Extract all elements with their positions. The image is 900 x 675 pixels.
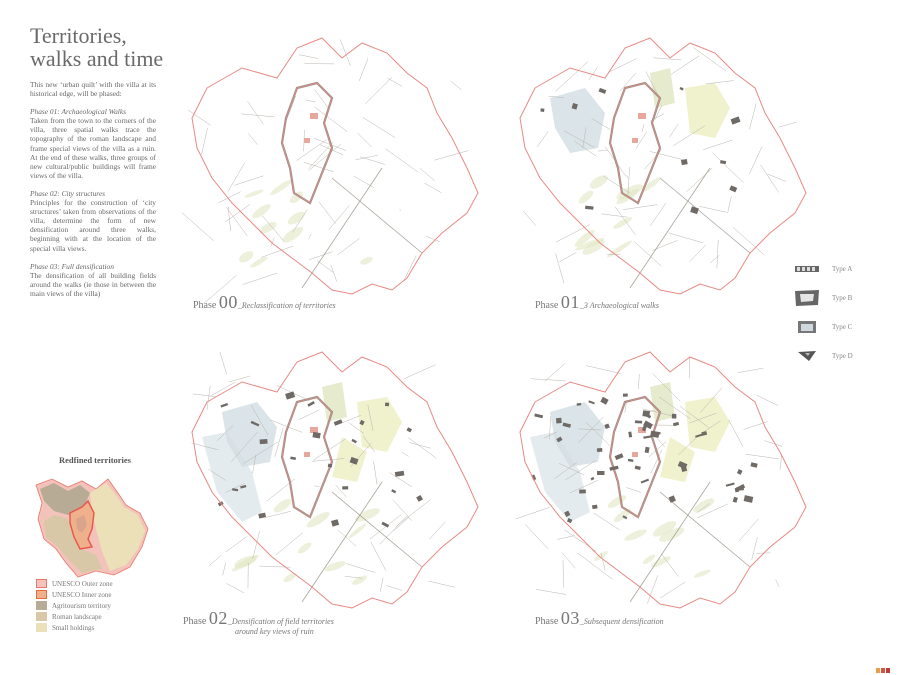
street-line — [329, 205, 350, 229]
new-building — [395, 471, 405, 477]
zone-label-outer: UNESCO Outer zone — [52, 579, 113, 588]
landscape-patch — [577, 188, 596, 205]
phase-03-number: 03 — [560, 608, 580, 628]
street-line — [749, 103, 756, 129]
landscape-patch — [282, 571, 298, 584]
zone-row-agritourism — [36, 600, 113, 611]
new-building — [731, 116, 741, 124]
street-line — [299, 55, 318, 59]
street-line — [305, 100, 315, 102]
new-building — [328, 464, 332, 468]
landscape-patch — [588, 172, 610, 191]
street-line — [408, 438, 436, 459]
new-building — [540, 108, 544, 112]
landscape-patch — [280, 224, 305, 245]
street-line — [700, 206, 727, 212]
phase-03-caption — [535, 608, 664, 629]
street-line — [525, 524, 548, 549]
street-line — [207, 386, 210, 410]
new-building — [290, 457, 296, 460]
street-line — [776, 580, 779, 587]
walk-zone-east — [357, 397, 402, 452]
phase-03-map — [510, 342, 810, 627]
phase-02-heading: Phase 02: City structures — [30, 188, 106, 198]
new-building — [635, 465, 641, 470]
street-line — [733, 227, 764, 255]
type-a-label: Type A — [832, 264, 853, 273]
street-line — [620, 73, 636, 91]
street-line — [690, 245, 706, 262]
street-line — [523, 211, 535, 226]
landscape-patch — [296, 541, 313, 556]
villa-ruin-marker — [310, 113, 318, 119]
street-line — [409, 442, 431, 448]
phase-00-number: 00 — [218, 292, 238, 312]
villa-ruin-marker — [638, 113, 646, 119]
new-building — [628, 459, 634, 462]
street-line — [653, 58, 681, 60]
new-building — [591, 477, 595, 481]
landscape-patch — [269, 178, 294, 198]
street-line — [557, 535, 574, 539]
phase-01-caption — [535, 292, 659, 313]
street-line — [739, 519, 759, 542]
phase-01-number: 01 — [560, 292, 580, 312]
street-line — [296, 140, 326, 161]
site-plan-svg — [182, 28, 482, 313]
street-line — [393, 500, 412, 521]
new-building — [628, 431, 632, 437]
street-line — [728, 196, 732, 213]
street-line — [752, 537, 758, 560]
street-line — [706, 81, 734, 84]
phase-02-body: Principles for the construction of ‘city structures’ taken from observations of the villa, determine the form of new densification around three walks, beginning with at the location of the special villa views. — [30, 198, 156, 253]
street-line — [211, 382, 236, 396]
street-line — [626, 488, 640, 493]
new-building — [534, 413, 543, 418]
landscape-patch — [691, 496, 716, 515]
street-line — [647, 575, 658, 603]
street-line — [365, 77, 392, 104]
street-line — [434, 151, 468, 161]
street-line — [451, 81, 462, 90]
street-line — [578, 553, 613, 579]
phase-03-paragraph — [30, 262, 156, 298]
new-building — [597, 448, 603, 452]
street-line — [393, 517, 408, 531]
street-line — [703, 140, 733, 150]
street-line — [586, 366, 620, 374]
street-line — [317, 261, 333, 273]
street-line — [226, 583, 244, 593]
new-building — [744, 495, 754, 503]
street-line — [660, 582, 685, 598]
phase-00-map — [182, 28, 482, 313]
phase-03-heading: Phase 03: Full densification — [30, 261, 114, 271]
street-line — [738, 368, 764, 373]
new-building — [260, 439, 268, 444]
street-line — [396, 499, 431, 526]
new-building — [720, 160, 726, 164]
zone-swatch-smallholdings — [36, 623, 47, 632]
unesco-outer-boundary — [192, 38, 478, 294]
zone-row-outer — [36, 578, 113, 589]
street-line — [717, 240, 718, 269]
street-line — [337, 238, 359, 255]
zone-row-inner — [36, 589, 113, 600]
street-line — [225, 536, 246, 552]
new-building — [556, 418, 562, 424]
new-building — [726, 482, 735, 486]
new-building — [673, 422, 679, 426]
type-d-wedge-icon — [790, 346, 824, 366]
street-line — [559, 252, 576, 261]
building-type-legend — [790, 254, 870, 370]
street-line — [228, 163, 244, 191]
landscape-patch — [244, 188, 264, 199]
street-line — [556, 62, 588, 92]
street-line — [248, 134, 258, 145]
street-line — [229, 376, 251, 382]
landscape-patch — [258, 220, 279, 236]
street-line — [385, 149, 418, 172]
new-building — [615, 453, 624, 460]
new-building — [385, 403, 389, 407]
street-line — [670, 124, 679, 137]
new-building — [642, 410, 650, 417]
redefined-territories-inset — [30, 455, 160, 586]
street-line — [371, 542, 386, 571]
landscape-patch — [272, 496, 294, 514]
street-line — [536, 589, 566, 594]
street-line — [309, 234, 312, 239]
main-road — [332, 178, 422, 253]
territory-zone-legend — [36, 578, 113, 633]
new-building — [577, 403, 582, 406]
street-line — [710, 255, 719, 263]
street-line — [218, 192, 240, 203]
type-a-row — [790, 254, 870, 283]
new-building — [604, 424, 610, 429]
type-d-row — [790, 341, 870, 370]
street-line — [669, 233, 704, 243]
phase-02-description: _Densification of field territories — [227, 617, 334, 626]
street-line — [347, 564, 376, 573]
new-building — [623, 393, 628, 396]
phase-01-heading: Phase 01: Archaeological Walks — [30, 107, 126, 117]
new-building — [681, 159, 688, 165]
street-line — [380, 515, 408, 544]
new-building — [737, 469, 743, 475]
site-plan-svg — [510, 342, 810, 627]
new-building — [585, 206, 594, 210]
type-b-row — [790, 283, 870, 312]
street-line — [537, 131, 548, 147]
street-line — [402, 452, 409, 456]
new-building — [285, 391, 295, 399]
main-road — [332, 492, 422, 567]
new-building — [599, 88, 607, 94]
zone-label-agritourism: Agritourism territory — [52, 601, 111, 610]
landscape-patch — [323, 559, 347, 574]
new-building — [672, 414, 677, 419]
street-line — [601, 214, 627, 217]
street-line — [220, 352, 227, 374]
street-line — [780, 455, 782, 470]
new-building — [600, 397, 608, 405]
street-line — [399, 209, 401, 210]
zone-swatch-agritourism — [36, 601, 47, 610]
page-title — [30, 24, 190, 70]
new-building — [342, 486, 348, 489]
street-line — [331, 265, 337, 282]
street-line — [420, 168, 435, 181]
title-line-1: Territories, — [30, 23, 127, 48]
street-line — [657, 438, 665, 447]
new-building — [351, 439, 357, 444]
new-building — [381, 522, 389, 528]
new-building — [729, 185, 737, 192]
landscape-patch — [305, 509, 332, 530]
street-line — [425, 183, 442, 192]
new-building — [645, 447, 650, 453]
street-line — [615, 207, 635, 235]
street-line — [562, 553, 575, 569]
site-plan-svg — [510, 28, 810, 313]
street-line — [556, 253, 564, 283]
street-line — [531, 379, 566, 381]
street-line — [234, 176, 263, 186]
villa-ruin-marker — [304, 452, 310, 457]
phase-02-map — [182, 342, 482, 627]
street-line — [358, 133, 372, 147]
redefined-territories-title: Redfined territories — [59, 455, 131, 465]
phase-00-caption — [193, 292, 336, 313]
street-line — [319, 202, 336, 224]
street-line — [386, 586, 402, 591]
street-line — [687, 168, 713, 192]
street-line — [745, 454, 779, 459]
villa-ruin-marker — [632, 138, 638, 143]
walk-zone-north — [650, 382, 675, 422]
street-line — [243, 273, 277, 284]
street-line — [355, 155, 377, 160]
new-building — [220, 403, 228, 408]
phase-02-description-line-2: around key views of ruin — [235, 627, 314, 636]
intro-paragraph: This new ‘urban quilt’ with the villa at its historical edge, will be phased: — [30, 80, 156, 99]
street-line — [634, 242, 661, 267]
street-line — [749, 147, 762, 175]
zone-swatch-outer — [36, 579, 47, 588]
new-building — [406, 427, 411, 432]
street-line — [626, 175, 628, 178]
phase-01-map — [510, 28, 810, 313]
phase-02-word: Phase — [183, 616, 207, 627]
street-line — [359, 58, 368, 81]
new-building — [669, 495, 676, 502]
zone-swatch-roman — [36, 612, 47, 621]
street-line — [429, 522, 445, 539]
street-line — [603, 176, 629, 193]
walk-zone-east — [685, 397, 730, 452]
zone-label-roman: Roman landscape — [52, 612, 102, 621]
landscape-patch — [237, 249, 255, 265]
street-line — [642, 124, 644, 133]
title-line-2: walks and time — [30, 46, 164, 71]
landscape-patch — [612, 506, 633, 524]
new-building — [597, 471, 604, 475]
type-c-block-icon — [790, 317, 824, 337]
phase-03-description: _Subsequent densification — [579, 617, 664, 626]
street-line — [299, 410, 319, 420]
street-line — [428, 581, 454, 587]
phase-02-paragraph — [30, 189, 156, 253]
site-plan-svg — [182, 342, 482, 627]
street-line — [202, 128, 208, 154]
street-line — [314, 486, 319, 487]
new-building — [579, 490, 586, 494]
new-building — [258, 513, 266, 519]
type-d-label: Type D — [832, 351, 853, 360]
street-line — [309, 252, 333, 260]
phase-01-paragraph — [30, 107, 156, 180]
type-b-label: Type B — [832, 293, 853, 302]
street-line — [182, 212, 214, 241]
zone-swatch-inner — [36, 590, 47, 599]
phase-03-word: Phase — [535, 616, 559, 627]
street-line — [247, 101, 263, 124]
street-line — [304, 162, 334, 172]
street-line — [757, 395, 779, 406]
new-building — [416, 495, 423, 502]
street-line — [228, 206, 231, 231]
phase-02-number: 02 — [208, 608, 228, 628]
landscape-patch — [641, 175, 662, 193]
phase-02-caption — [183, 608, 334, 636]
new-building — [312, 432, 320, 439]
street-line — [363, 117, 395, 137]
zone-row-smallholdings — [36, 622, 113, 633]
zone-label-inner: UNESCO Inner zone — [52, 590, 112, 599]
new-building — [733, 497, 738, 503]
new-building — [307, 401, 315, 407]
phase-01-word: Phase — [535, 300, 559, 311]
phase-01-description: _3 Archaeological walks — [579, 301, 659, 310]
landscape-patch — [286, 209, 307, 227]
phase-01-body: Taken from the town to the corners of the villa, three spatial walks trace the topography of the roman landscape and frame special views of the villa as a ruin. At the end of these walks, three groups of new cultural/public buildings will frame views of the villa. — [30, 116, 156, 180]
street-line — [761, 165, 779, 193]
zone-row-roman — [36, 611, 113, 622]
phase-text-column — [30, 80, 156, 307]
type-a-block-icon — [790, 259, 824, 279]
landscape-patch — [347, 522, 367, 540]
street-line — [315, 107, 347, 132]
street-line — [779, 122, 797, 127]
type-c-label: Type C — [832, 322, 853, 331]
new-building — [750, 462, 757, 468]
street-line — [188, 110, 210, 125]
phase-00-word: Phase — [193, 300, 217, 311]
street-line — [223, 563, 226, 576]
street-line — [354, 176, 374, 187]
new-building — [635, 420, 642, 423]
street-line — [404, 365, 436, 379]
new-building — [391, 489, 396, 493]
new-building — [334, 419, 343, 425]
street-line — [598, 150, 607, 151]
street-line — [729, 420, 743, 447]
street-line — [516, 507, 550, 519]
street-line — [650, 203, 665, 226]
landscape-patch — [623, 527, 648, 543]
landscape-patch — [351, 574, 369, 587]
street-line — [209, 555, 222, 566]
villa-ruin-marker — [632, 452, 638, 457]
walk-zone-east — [685, 83, 730, 138]
villa-ruin-marker — [304, 138, 310, 143]
landscape-patch — [606, 239, 633, 259]
street-line — [388, 78, 402, 86]
street-line — [673, 126, 705, 146]
street-line — [713, 153, 744, 183]
walk-zone-north — [322, 382, 347, 422]
landscape-patch — [693, 568, 711, 579]
new-building — [690, 206, 699, 214]
new-building — [592, 505, 598, 510]
street-line — [767, 174, 786, 182]
type-b-court-icon — [790, 288, 824, 308]
street-line — [638, 374, 639, 389]
street-line — [374, 461, 377, 484]
landscape-patch — [593, 550, 609, 563]
street-line — [671, 56, 699, 75]
type-c-row — [790, 312, 870, 341]
new-building — [641, 479, 649, 484]
new-building — [588, 400, 595, 404]
landscape-patch — [230, 552, 260, 573]
street-line — [380, 578, 383, 592]
corner-logo-icon — [876, 668, 890, 673]
phase-03-body: The densification of all building fields around the walks (ie those in between the main views of the villa) — [30, 270, 156, 298]
street-line — [623, 205, 657, 210]
street-line — [360, 157, 385, 165]
street-line — [545, 363, 566, 381]
zone-label-smallholdings: Small holdings — [52, 623, 95, 632]
new-building — [680, 87, 684, 91]
new-building — [331, 519, 339, 526]
landscape-patch — [250, 202, 272, 221]
street-line — [404, 256, 416, 280]
landscape-patch — [359, 255, 374, 266]
phase-00-description: _Reclassification of territories — [237, 301, 336, 310]
redefined-territories-map — [30, 471, 160, 581]
